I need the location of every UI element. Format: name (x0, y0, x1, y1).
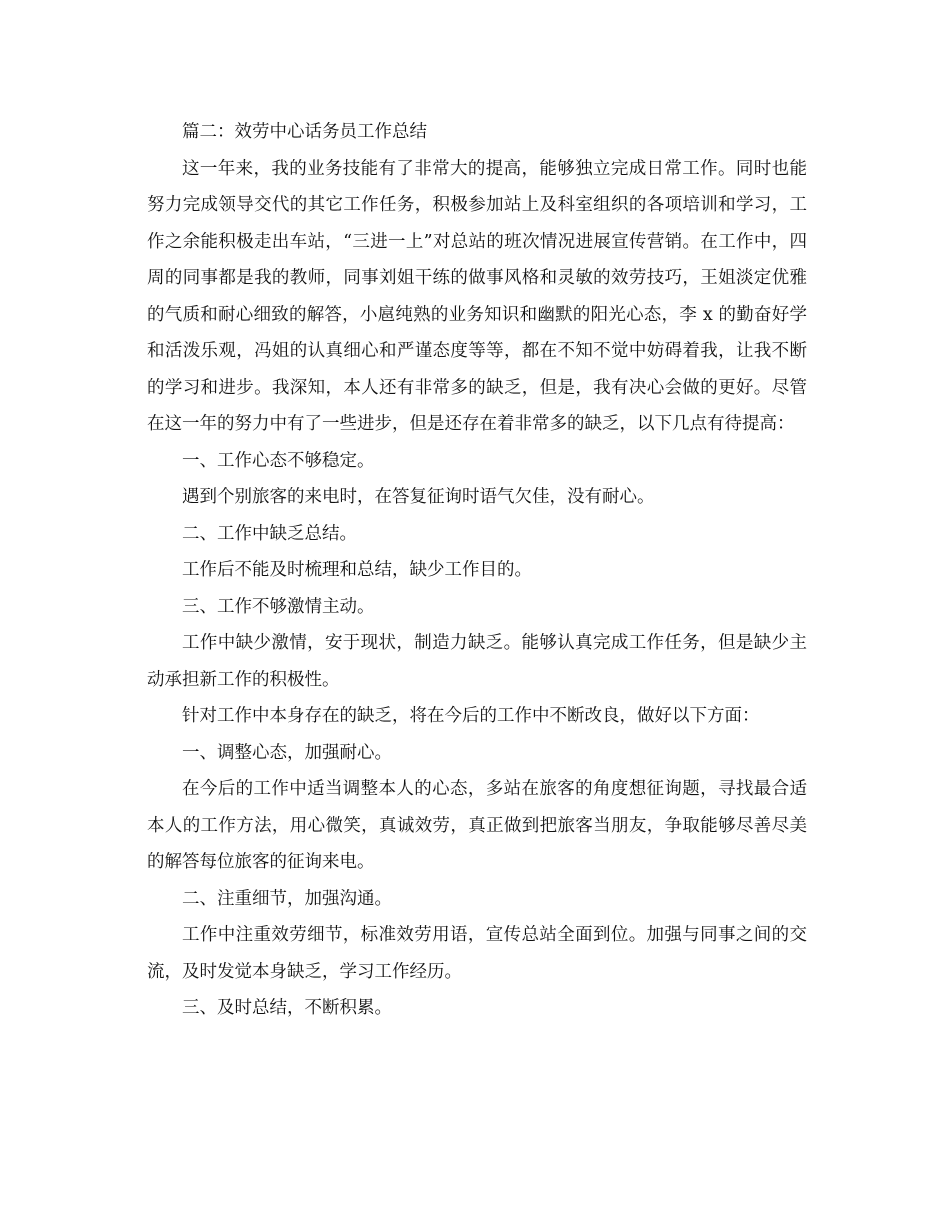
improvement-heading-1: 一、调整心态，加强耐心。 (182, 742, 392, 763)
shortcoming-heading-2: 二、工作中缺乏总结。 (182, 523, 357, 544)
document-body (147, 114, 807, 1027)
shortcoming-detail-2: 工作后不能及时梳理和总结，缺少工作目的。 (182, 560, 532, 580)
improvement-heading-3: 三、及时总结，不断积累。 (182, 998, 392, 1018)
improvement-intro: 针对工作中本身存在的缺乏，将在今后的工作中不断改良，做好以下方面： (182, 706, 760, 726)
improvement-detail-1: 在今后的工作中适当调整本人的心态，多站在旅客的角度想征询题，寻找最合适本人的工作方法，用心微笑，真诚效劳，真正做到把旅客当朋友，争取能够尽善尽美的解答每位旅客的征询来电。 (147, 779, 807, 872)
section-title: 篇二：效劳中心话务员工作总结 (182, 122, 427, 142)
shortcoming-detail-3: 工作中缺少激情，安于现状，制造力缺乏。能够认真完成工作任务，但是缺少主动承担新工作的积极性。 (147, 633, 807, 690)
intro-paragraph: 这一年来，我的业务技能有了非常大的提高，能够独立完成日常工作。同时也能努力完成领导交代的其它工作任务，积极参加站上及科室组织的各项培训和学习，工作之余能积极走出车站，“三进一上”对总站的班次情况进展宣传营销。在工作中，四周的同事都是我的教师，同事刘姐干练的做事风格和灵敏的效劳技巧，王姐淡定优雅的气质和耐心细致的解答，小扈纯熟的业务知识和幽默的阳光心态，李 x 的勤奋好学和活泼乐观，冯姐的认真细心和严谨态度等等，都在不知不觉中妨碍着我，让我不断的学习和进步。我深知，本人还有非常多的缺乏，但是，我有决心会做的更好。尽管在这一年的努力中有了一些进步，但是还存在着非常多的缺乏，以下几点有待提高： (147, 158, 807, 434)
improvement-detail-2: 工作中注重效劳细节，标准效劳用语，宣传总站全面到位。加强与同事之间的交流，及时发觉本身缺乏，学习工作经历。 (147, 925, 807, 982)
improvement-heading-2: 二、注重细节，加强沟通。 (182, 888, 392, 909)
shortcoming-detail-1: 遇到个别旅客的来电时，在答复征询时语气欠佳，没有耐心。 (182, 487, 655, 507)
shortcoming-heading-1: 一、工作心态不够稳定。 (182, 450, 375, 471)
shortcoming-heading-3: 三、工作不够激情主动。 (182, 596, 375, 617)
